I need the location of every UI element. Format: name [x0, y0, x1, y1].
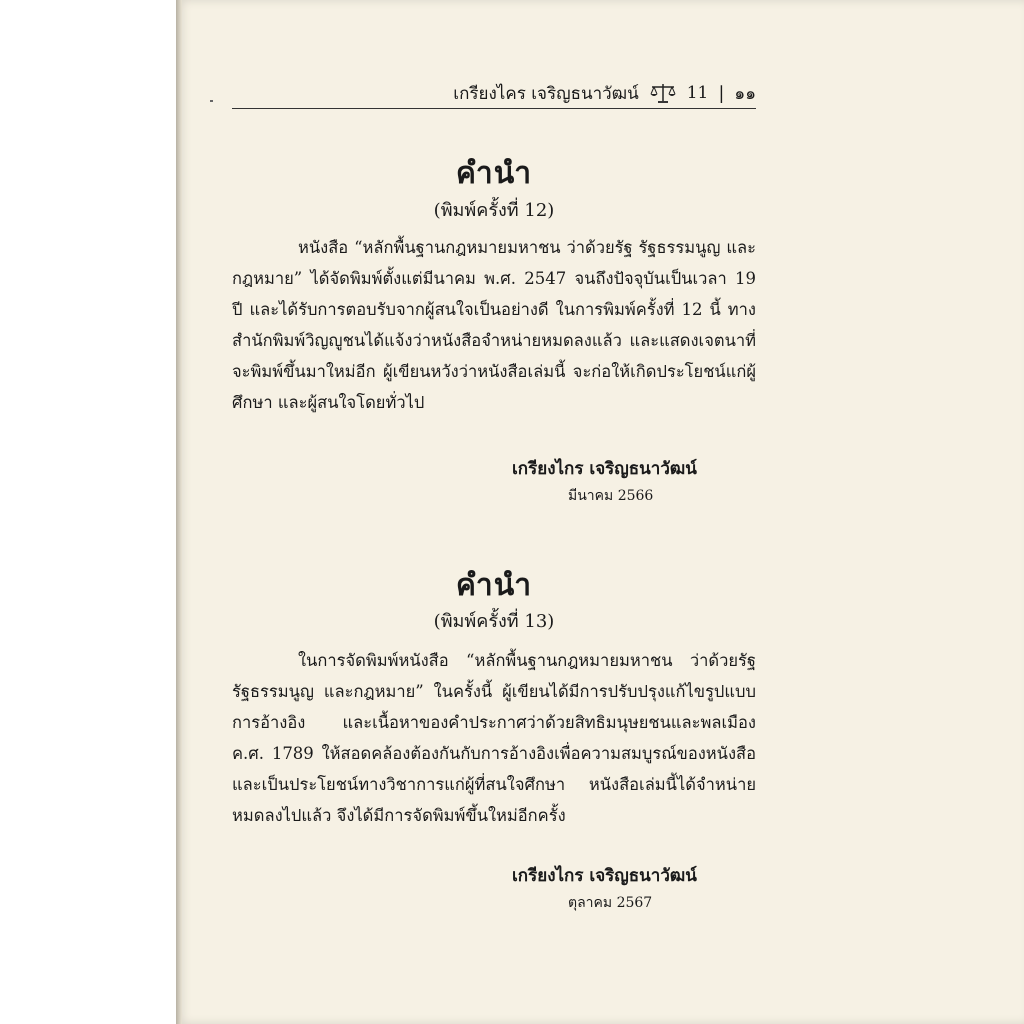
foreword-13-body: ในการจัดพิมพ์หนังสือ “หลักพื้นฐานกฎหมายมหาชน ว่าด้วยรัฐ รัฐธรรมนูญ และกฎหมาย” ในครั้งนี้ ผู้เขียนได้มีการปรับปรุงแก้ไขรูปแบบการอ้างอิง และเนื้อหาของคำประกาศว่าด้วยสิทธิมนุษยชนและพลเมือง ค.ศ. 1789 ให้สอดคล้องต้องกันกับการอ้างอิงเพื่อความสมบูรณ์ของหนังสือและเป็นประโยชน์ทางวิชาการแก่ผู้ที่สนใจศึกษา หนังสือเล่มนี้ได้จำหน่ายหมดลงไปแล้ว จึงได้มีการจัดพิมพ์ขึ้นใหม่อีกครั้ง — [232, 651, 756, 825]
running-header — [453, 80, 756, 106]
foreword-13-subtitle: (พิมพ์ครั้งที่ 13) — [433, 611, 555, 632]
header-author: เกรียงไคร เจริญธนาวัฒน์ — [453, 83, 639, 104]
scales-of-justice-icon — [649, 82, 677, 104]
foreword-12-date: มีนาคม 2566 — [568, 488, 654, 504]
header-page-number-thai: ๑๑ — [734, 83, 756, 104]
book-gutter — [176, 0, 182, 1024]
foreword-12-signature: เกรียงไกร เจริญธนาวัฒน์ — [512, 459, 697, 479]
foreword-12-body: หนังสือ “หลักพื้นฐานกฎหมายมหาชน ว่าด้วยรัฐ รัฐธรรมนูญ และกฎหมาย” ได้จัดพิมพ์ตั้งแต่มีนาคม พ.ศ. 2547 จนถึงปัจจุบันเป็นเวลา 19 ปี และได้รับการตอบรับจากผู้สนใจเป็นอย่างดี ในการพิมพ์ครั้งที่ 12 นี้ ทางสำนักพิมพ์วิญญูชนได้แจ้งว่าหนังสือจำหน่ายหมดลงแล้ว และแสดงเจตนาที่จะพิมพ์ขึ้นมาใหม่อีก ผู้เขียนหวังว่าหนังสือเล่มนี้ จะก่อให้เกิดประโยชน์แก่ผู้ศึกษา และผู้สนใจโดยทั่วไป — [232, 238, 756, 412]
foreword-13-signature: เกรียงไกร เจริญธนาวัฒน์ — [512, 866, 697, 886]
header-rule — [232, 108, 756, 109]
foreword-12-title: คำนำ — [455, 156, 533, 191]
foreword-12-subtitle: (พิมพ์ครั้งที่ 12) — [433, 200, 555, 221]
foreword-13-title: คำนำ — [455, 568, 533, 603]
foreword-13-date: ตุลาคม 2567 — [568, 895, 653, 911]
header-page-number: 11 — [686, 83, 709, 103]
header-separator: | — [718, 82, 725, 104]
stray-mark — [210, 100, 213, 102]
